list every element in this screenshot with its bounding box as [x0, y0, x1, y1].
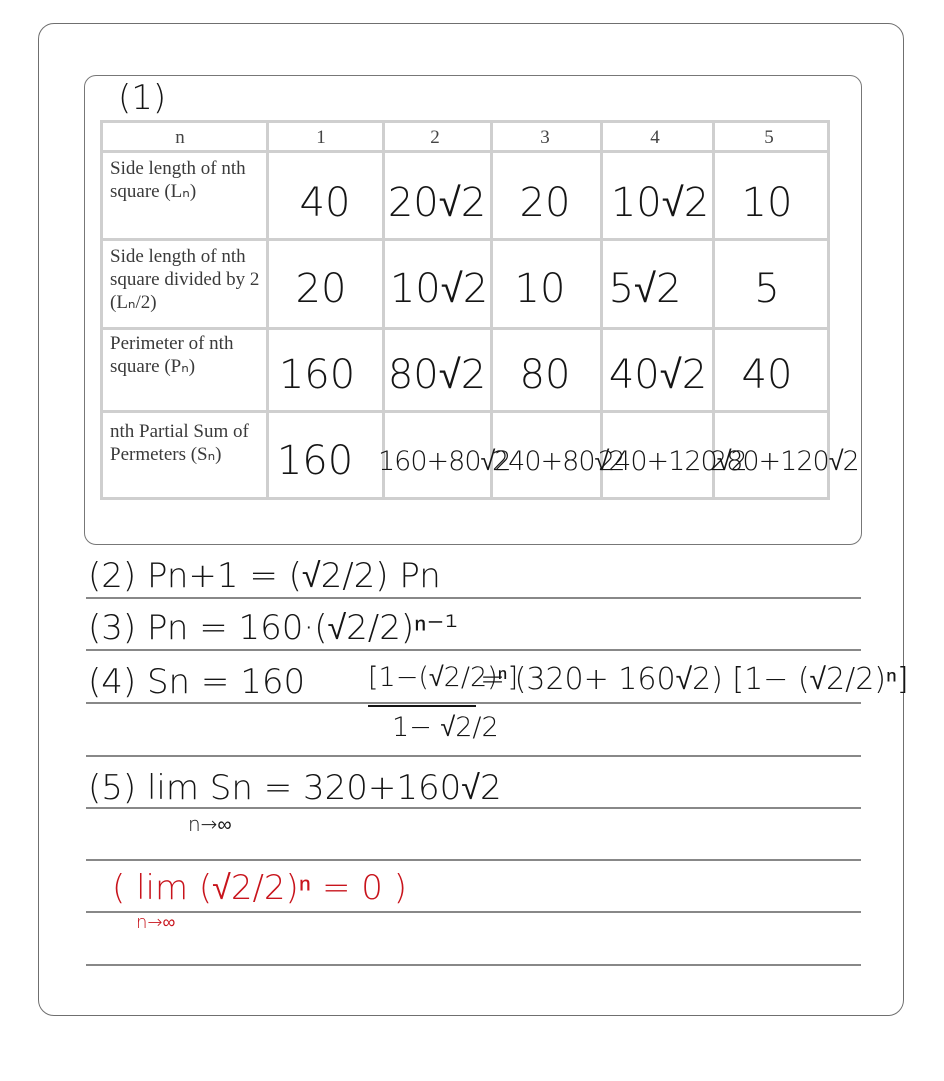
ruled-line: [86, 649, 861, 651]
table-header-col-1: 1: [316, 127, 326, 148]
cell-value: 10: [741, 180, 793, 226]
table-header-col-2: 2: [430, 127, 440, 148]
table-header-col-4: 4: [650, 127, 660, 148]
cell-value: 40: [299, 180, 351, 226]
cell-value: 5√2: [608, 266, 682, 312]
ruled-line: [86, 597, 861, 599]
row-label-perimeter: Perimeter of nth square (Pₙ): [110, 333, 234, 377]
row-label-partial-sum: nth Partial Sum of Permeters (Sₙ): [110, 421, 249, 465]
part-1-label: (1): [118, 78, 167, 118]
part-3-answer: (3) Pn = 160·(√2/2)ⁿ⁻¹: [88, 608, 459, 648]
cell-value: 10√2: [389, 266, 489, 312]
part-4-answer-right: = (320+ 160√2) [1− (√2/2)ⁿ]: [480, 662, 909, 697]
cell-value: 240+120√2: [598, 446, 747, 477]
table-header-col-5: 5: [764, 127, 774, 148]
cell-value: 160: [276, 438, 354, 484]
part-4-numerator: [1−(√2/2)ⁿ]: [368, 662, 519, 693]
cell-value: 5: [754, 266, 780, 312]
limit-note-subscript: n→∞: [136, 912, 176, 933]
cell-value: 160: [278, 352, 356, 398]
row-label-half-side: Side length of nth square divided by 2 (Lₙ/2): [110, 246, 260, 313]
cell-value: 20: [519, 180, 571, 226]
part-4-denominator: 1− √2/2: [392, 712, 499, 743]
ruled-line: [86, 964, 861, 966]
row-label-side-length: Side length of nth square (Lₙ): [110, 158, 246, 202]
part-5-limit-subscript: n→∞: [188, 812, 232, 836]
cell-value: 40: [741, 352, 793, 398]
table-header-col-3: 3: [540, 127, 550, 148]
cell-value: 10: [514, 266, 566, 312]
cell-value: 80√2: [387, 352, 487, 398]
cell-value: 160+80√2: [378, 446, 511, 477]
part-2-answer: (2) Pn+1 = (√2/2) Pn: [88, 556, 441, 596]
cell-value: 40√2: [608, 352, 708, 398]
ruled-line: [86, 859, 861, 861]
cell-value: 280+120√2: [710, 446, 859, 477]
part-5-answer: (5) lim Sn = 320+160√2: [88, 768, 502, 808]
cell-value: 10√2: [610, 180, 710, 226]
ruled-line: [86, 755, 861, 757]
limit-note: ( lim (√2/2)ⁿ = 0 ): [112, 868, 408, 908]
cell-value: 20√2: [387, 180, 487, 226]
fraction-bar: [368, 705, 476, 707]
table-header-n: n: [175, 127, 185, 148]
ruled-line: [86, 911, 861, 913]
cell-value: 20: [295, 266, 347, 312]
cell-value: 80: [519, 352, 571, 398]
part-4-answer-left: (4) Sn = 160: [88, 662, 306, 702]
cell-value: 240+80√2: [492, 446, 625, 477]
ruled-line: [86, 702, 861, 704]
